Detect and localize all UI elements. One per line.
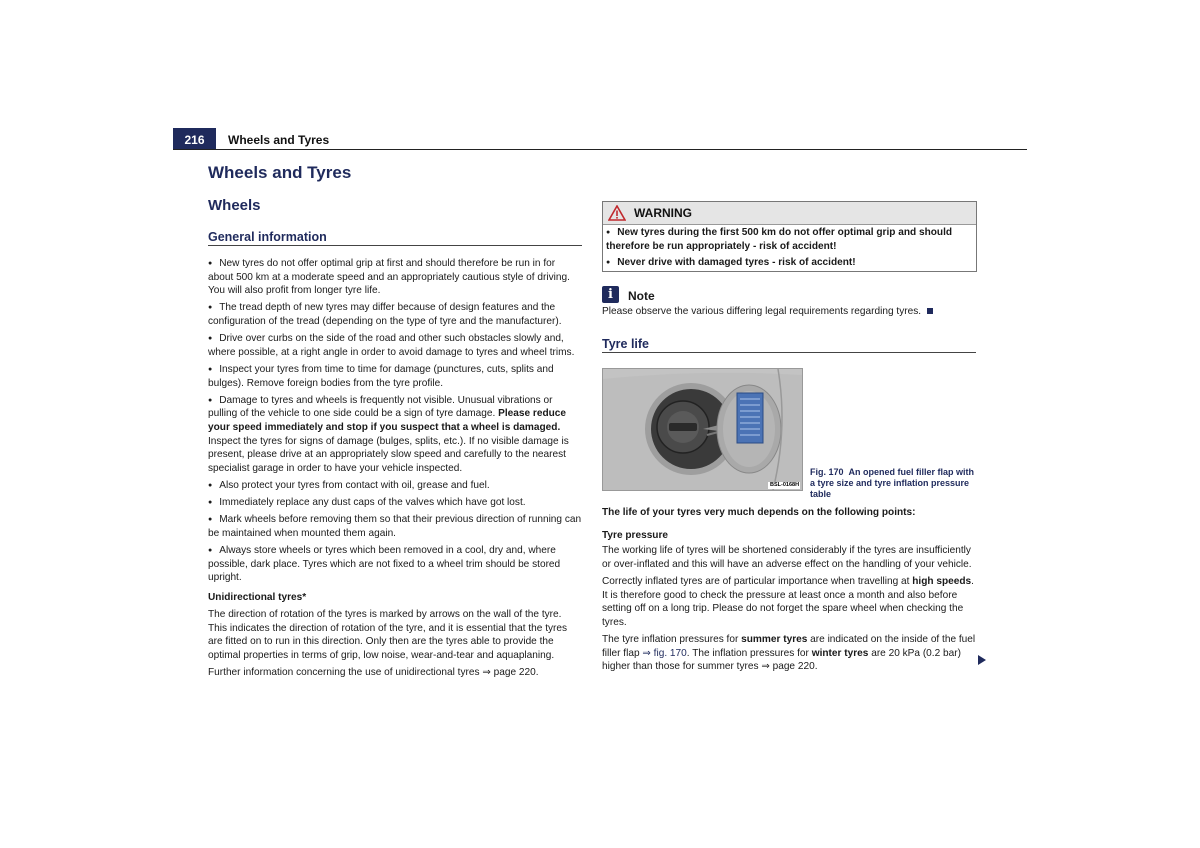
warning-header [603,202,976,225]
warning-title: WARNING [634,206,692,220]
text-span: are 20 kPa (0.2 bar) higher than those for summer tyres ⇒ page 220. [602,647,961,673]
bullet-item: ● Always store wheels or tyres which been removed in a cool, dry and, where possible, dark place. Tyres which are not fixed to a wheel trim should be stored upright. [208,544,582,585]
warning-item: ● New tyres during the first 500 km do not offer optimal grip and should therefore be run appropriately - risk of accident! [606,226,970,253]
pressure-paragraph-2 [602,575,976,629]
pressure-paragraph-3 [602,633,976,674]
bold-span: summer tyres [741,633,808,645]
figure-caption-text: An opened fuel filler flap with a tyre size and tyre inflation pressure table [810,467,975,500]
bullet-item: ● New tyres do not offer optimal grip at first and should therefore be run in for about 500 km at a moderate speed and an appropriately cautious style of driving. You will also profit from longer tyre life. [208,257,582,298]
bullet-text: Damage to tyres and wheels is frequently not visible. Unusual vibrations or pulling of the vehicle to one side could be a sign of tyre damage. [208,394,553,420]
bullet-bold-text: Please reduce your speed immediately and stop if you suspect that a wheel is damaged. [208,408,567,433]
figure-caption [810,467,980,501]
note-title: Note [628,289,655,303]
warning-body [606,226,970,273]
bullet-item: ● Also protect your tyres from contact with oil, grease and fuel. [208,479,582,493]
note-text [602,305,976,319]
figure-code: BSL-0168H [770,482,800,488]
unidirectional-title: Unidirectional tyres* [208,591,307,603]
chapter-title: Wheels and Tyres [208,163,352,182]
text-span: . It is therefore good to check the pressure at least once a month and also before setting off on a long trip. Please do not forget the spare wheel when checking the tyres. [602,575,974,628]
bullet-item: ● Immediately replace any dust caps of the valves which have got lost. [208,496,582,510]
text-span: Correctly inflated tyres are of particular importance when travelling at [602,575,910,587]
figure-number: Fig. 170 [810,467,844,477]
bullet-text: Inspect the tyres for signs of damage (bulges, splits, etc.). If no visible damage is present, please drive at an appropriately slow speed and carefully to the nearest specialist garage in order to have your vehicle inspected. [208,435,569,474]
tyre-life-rule [602,352,976,353]
section-title: Wheels [208,197,261,214]
text-span: are indicated on the inside of the fuel filler flap [602,633,976,659]
right-column-text [602,506,976,677]
warning-item: ● Never drive with damaged tyres - risk of accident! [606,256,970,270]
text-span: The tyre inflation pressures for [602,633,739,645]
text-span: . The inflation pressures for [686,647,809,659]
pressure-paragraph-1: The working life of tyres will be shortened considerably if the tyres are insufficiently or over-inflated and this will have an adverse effect on the handling of your vehicle. [602,545,972,570]
further-info: Further information concerning the use of unidirectional tyres ⇒ page 220. [208,666,539,678]
depends-heading: The life of your tyres very much depends on the following points: [602,507,916,518]
bold-span: winter tyres [811,647,869,659]
warning-box [602,201,977,272]
info-icon: i [602,286,619,303]
left-column-text [208,257,582,683]
bullet-item: ● Drive over curbs on the side of the road and other such obstacles slowly and, where possible, at a right angle in order to avoid damage to tyres and wheel trims. [208,332,582,359]
end-square-icon [927,308,933,314]
running-header-title: Wheels and Tyres [228,133,330,147]
header-rule [173,149,1027,150]
subsection-title: General information [208,230,327,244]
bullet-item: ● Inspect your tyres from time to time for damage (punctures, cuts, splits and bulges). Remove foreign bodies from the tyre profile. [208,363,582,390]
warning-triangle-icon [608,205,626,221]
fuel-flap-illustration [603,369,802,490]
subsection-rule [208,245,582,246]
figure-link[interactable]: ⇒ fig. 170 [642,647,687,659]
tyre-life-heading: Tyre life [602,337,650,351]
continue-arrow-icon [978,655,986,665]
bullet-item [208,394,582,476]
bullet-item: ● The tread depth of new tyres may differ because of design features and the configuration of the tread (depending on the type of tyre and the manufacturer). [208,301,582,328]
tyre-pressure-title: Tyre pressure [602,529,669,541]
unidirectional-text: The direction of rotation of the tyres is marked by arrows on the wall of the tyre. This indicates the direction of rotation of the tyre, and it is essential that the tyres are fitted on to run in this direction. Only then are the tyres able to provide the optimal properties in terms of grip, low noise, wear-and-tear and aquaplaning. [208,609,568,661]
bullet-item: ● Mark wheels before removing them so that their previous direction of running can be maintained when mounted them again. [208,513,582,540]
page-number: 216 [173,128,216,150]
note-body: Please observe the various differing legal requirements regarding tyres. [602,306,922,317]
fuel-filler-flap-figure [602,368,803,491]
bold-span: high speeds [912,575,972,587]
